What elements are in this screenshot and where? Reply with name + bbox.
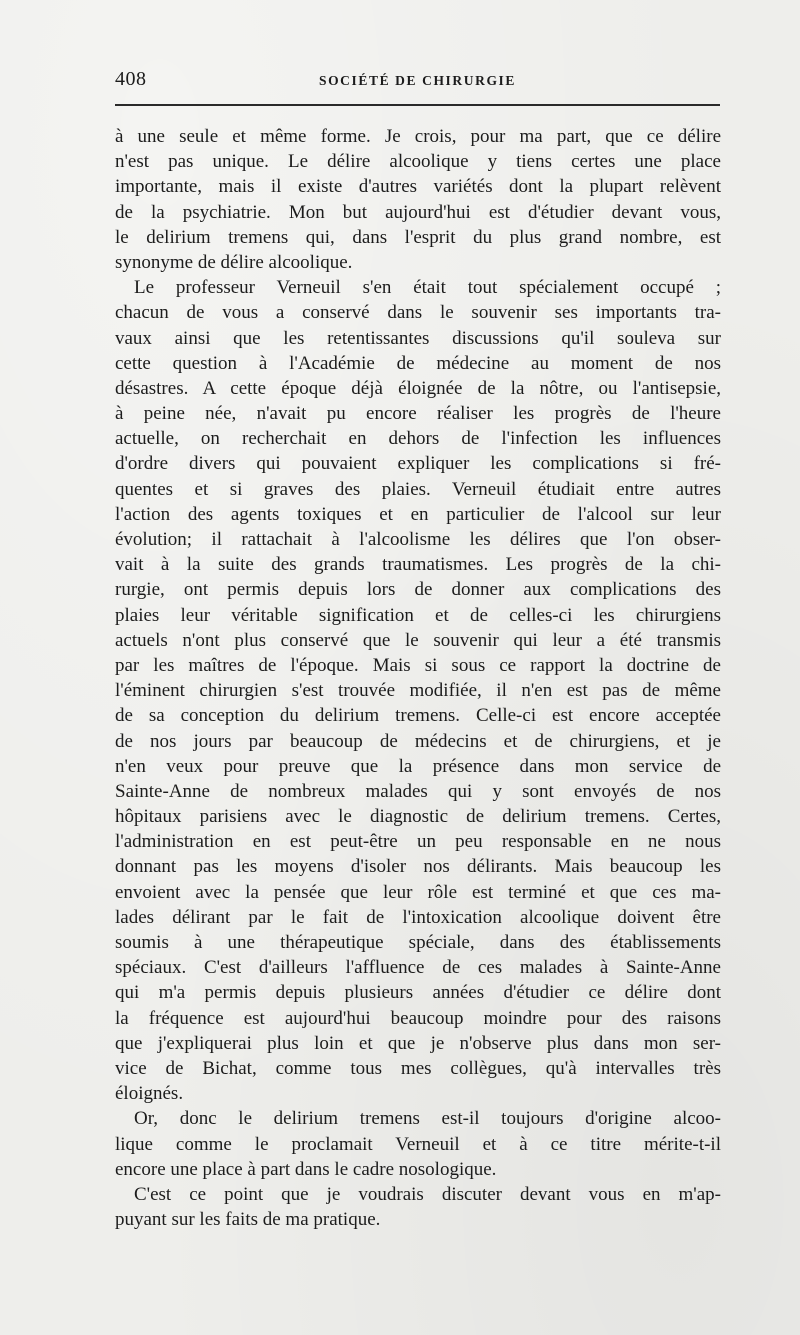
text-line: soumis à une thérapeutique spéciale, dans des établissements	[115, 932, 721, 953]
text-line: synonyme de délire alcoolique.	[115, 251, 353, 273]
text-line: actuelle, on recherchait en dehors de l'infection les influences	[115, 428, 721, 450]
text-line: spéciaux. C'est d'ailleurs l'affluence de ces malades à Sainte-Anne	[115, 957, 721, 979]
text-line: encore une place à part dans le cadre nosologique.	[115, 1158, 497, 1180]
text-line: n'est pas unique. Le délire alcoolique y tiens certes une place	[115, 151, 721, 173]
text-line: l'éminent chirurgien s'est trouvée modifiée, il n'en est pas de même	[115, 680, 721, 702]
text-line: plaies leur véritable signification et de celles-ci les chirurgiens	[115, 604, 721, 626]
header-rule	[115, 104, 720, 106]
text-line: à peine née, n'avait pu encore réaliser les progrès de l'heure	[115, 403, 721, 425]
text-line: cette question à l'Académie de médecine au moment de nos	[115, 352, 721, 374]
text-line: évolution; il rattachait à l'alcoolisme les délires que l'on obser-	[115, 529, 721, 550]
page-number: 408	[115, 68, 147, 90]
text-line: rurgie, ont permis depuis lors de donner aux complications des	[115, 579, 721, 601]
text-line: lique comme le proclamait Verneuil et à ce titre mérite-t-il	[115, 1133, 721, 1155]
text-line: à une seule et même forme. Je crois, pour ma part, que ce délire	[115, 126, 721, 147]
text-line: hôpitaux parisiens avec le diagnostic de delirium tremens. Certes,	[115, 806, 721, 828]
text-line: importante, mais il existe d'autres variétés dont la plupart relèvent	[115, 176, 721, 198]
text-line: la fréquence est aujourd'hui beaucoup moindre pour des raisons	[115, 1007, 721, 1029]
text-line: de sa conception du delirium tremens. Celle-ci est encore acceptée	[115, 705, 721, 727]
text-line: par les maîtres de l'époque. Mais si sous ce rapport la doctrine de	[115, 654, 721, 676]
text-line: actuels n'ont plus conservé que le souvenir qui leur a été transmis	[115, 629, 721, 651]
text-line: qui m'a permis depuis plusieurs années d'étudier ce délire dont	[115, 982, 721, 1004]
text-line: Sainte-Anne de nombreux malades qui y sont envoyés de nos	[115, 780, 721, 802]
text-line: Le professeur Verneuil s'en était tout spécialement occupé ;	[134, 277, 721, 299]
text-line: que j'expliquerai plus loin et que je n'observe plus dans mon ser-	[115, 1032, 721, 1054]
text-line: éloignés.	[115, 1083, 184, 1105]
text-line: lades délirant par le fait de l'intoxication alcoolique doivent être	[115, 906, 721, 928]
running-head	[115, 68, 720, 98]
body-text	[115, 124, 721, 1232]
text-line: d'ordre divers qui pouvaient expliquer les complications si fré-	[115, 453, 721, 475]
text-line: quentes et si graves des plaies. Verneuil étudiait entre autres	[115, 478, 721, 500]
text-line: l'action des agents toxiques et en particulier de l'alcool sur leur	[115, 503, 721, 525]
text-line: Or, donc le delirium tremens est-il toujours d'origine alcoo-	[134, 1108, 721, 1130]
text-line: le delirium tremens qui, dans l'esprit du plus grand nombre, est	[115, 226, 721, 248]
text-line: vice de Bichat, comme tous mes collègues, qu'à intervalles très	[115, 1057, 721, 1079]
text-line: n'en veux pour preuve que la présence dans mon service de	[115, 755, 721, 777]
text-line: donnant pas les moyens d'isoler nos délirants. Mais beaucoup les	[115, 856, 721, 878]
text-line: chacun de vous a conservé dans le souvenir ses importants tra-	[115, 302, 721, 324]
text-line: envoient avec la pensée que leur rôle est terminé et que ces ma-	[115, 881, 721, 903]
text-line: vait à la suite des grands traumatismes. Les progrès de la chi-	[115, 554, 721, 576]
text-line: l'administration en est peut-être un peu responsable en ne nous	[115, 831, 721, 853]
text-line: C'est ce point que je voudrais discuter devant vous en m'ap-	[134, 1183, 721, 1205]
text-line: puyant sur les faits de ma pratique.	[115, 1209, 381, 1231]
text-line: de nos jours par beaucoup de médecins et de chirurgiens, et je	[115, 730, 721, 752]
text-line: de la psychiatrie. Mon but aujourd'hui est d'étudier devant vous,	[115, 201, 721, 223]
text-line: vaux ainsi que les retentissantes discussions qu'il souleva sur	[115, 327, 721, 349]
text-line: désastres. A cette époque déjà éloignée de la nôtre, ou l'antisepsie,	[115, 377, 721, 399]
journal-title: SOCIÉTÉ DE CHIRURGIE	[318, 73, 517, 88]
